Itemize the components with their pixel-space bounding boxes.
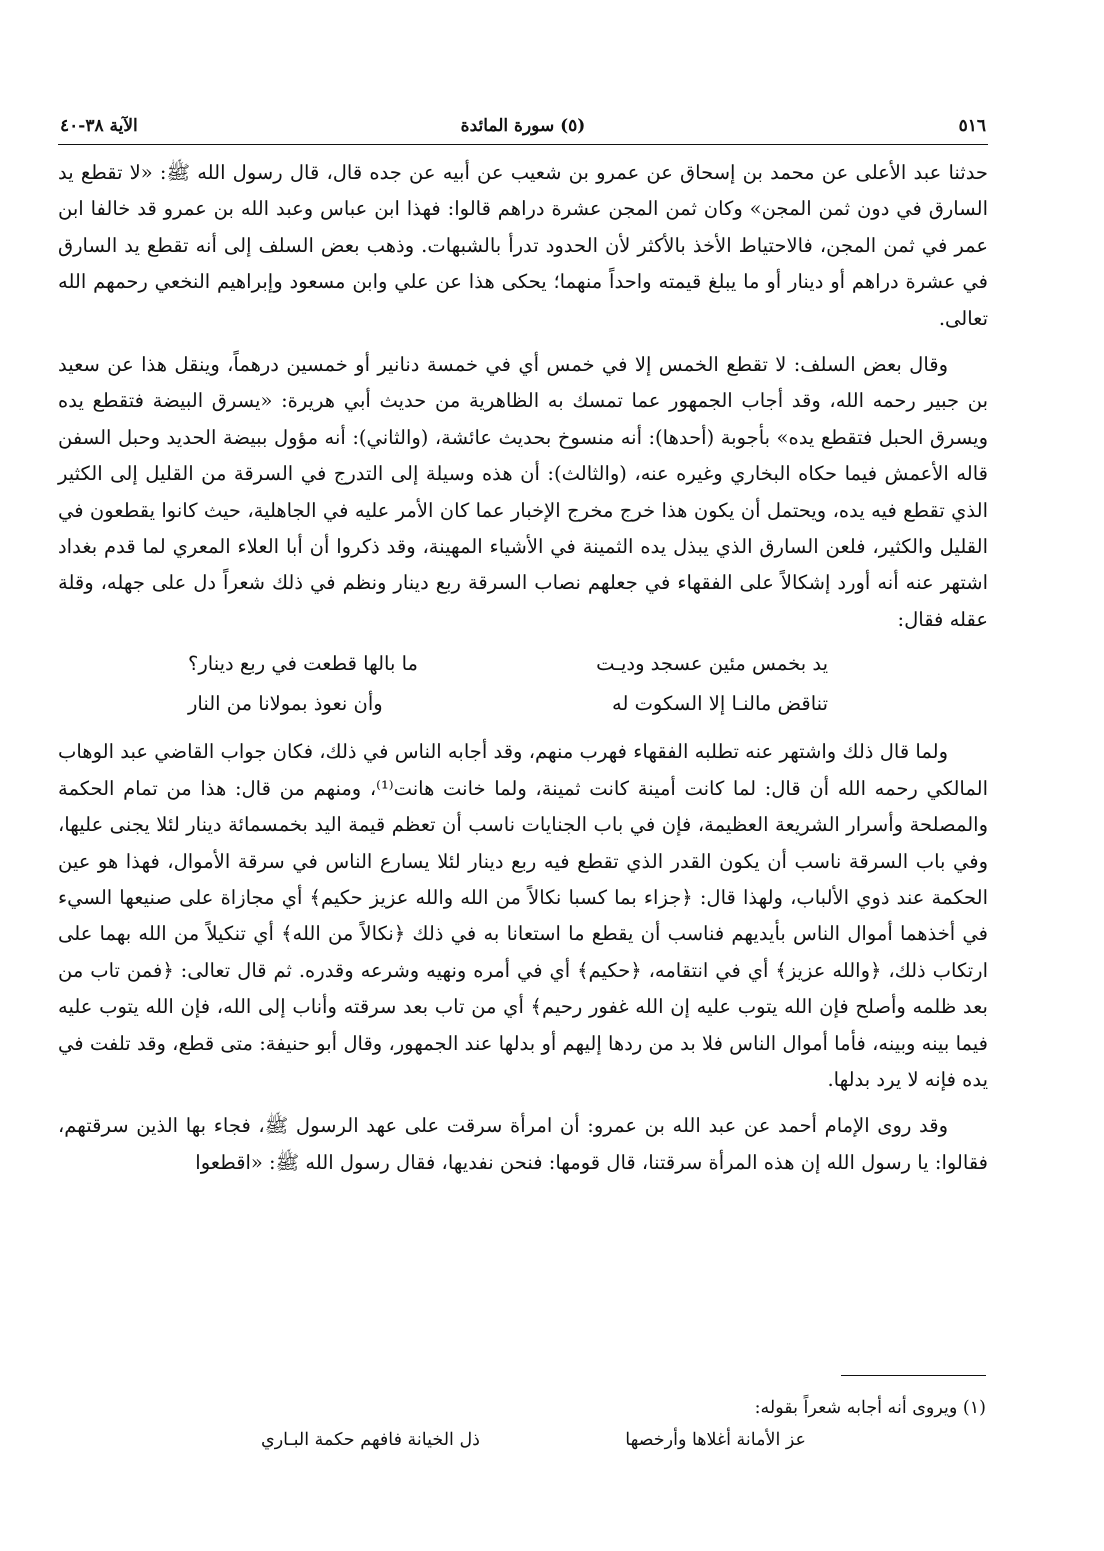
- verse-range: الآية ٣٨-٤٠: [60, 116, 138, 136]
- poem-first-hemistich: تناقض مالنـا إلا السكوت له: [611, 692, 828, 716]
- poem-line: [58, 684, 988, 724]
- footnote-first-hemistich: عز الأمانة أغلاها وأرخصها: [625, 1430, 806, 1450]
- paragraph: وقال بعض السلف: لا تقطع الخمس إلا في خمس أي في خمسة دنانير أو خمسين درهماً، وينقل هذا عن سعيد بن جبير رحمه الله، وقد أجاب الجمهور عما تمسك به الظاهرية من حديث أبي هريرة: «يسرق البيضة فتقطع يده ويسرق الحبل فتقطع يده» بأجوبة (أحدها): أنه منسوخ بحديث عائشة، (والثاني): أنه مؤول ببيضة الحديد وحبل السفن قاله الأعمش فيما حكاه البخاري وغيره عنه، (والثالث): أن هذه وسيلة إلى التدرج في السرقة من القليل إلى الكثير الذي تقطع فيه يده، ويحتمل أن يكون هذا خرج مخرج الإخبار عما كان الأمر عليه في الجاهلية، حيث كانوا يقطعون في القليل والكثير، فلعن السارق الذي يبذل يده الثمينة في الأشياء المهينة، وقد ذكروا أن أبا العلاء المعري لما قدم بغداد اشتهر عنه أنه أورد إشكالاً على الفقهاء في جعلهم نصاب السرقة ربع دينار ونظم في ذلك شعراً دل على جهله، وقلة عقله فقال:: [58, 353, 989, 631]
- footnote-divider: [841, 1375, 986, 1376]
- footnote-intro: (١) ويروى أنه أجابه شعراً بقوله:: [754, 1398, 986, 1418]
- footnote: [56, 1392, 986, 1458]
- poem: [58, 644, 988, 724]
- poem-line: [58, 644, 988, 684]
- poem-first-hemistich: يد بخمس مئين عسجد وديـت: [596, 652, 828, 676]
- paragraph: حدثنا عبد الأعلى عن محمد بن إسحاق عن عمرو بن شعيب عن أبيه عن جده قال، قال رسول الله ﷺ: «لا تقطع يد السارق في دون ثمن المجن» وكان ثمن المجن عشرة دراهم قالوا: فهذا ابن عباس وعبد الله بن عمرو قد خالفا ابن عمر في ثمن المجن، فالاحتياط الأخذ بالأكثر لأن الحدود تدرأ بالشبهات. وذهب بعض السلف إلى أنه تقطع يد السارق في عشرة دراهم أو دينار أو ما يبلغ قيمته واحداً منهما؛ يحكى هذا عن علي وابن مسعود وإبراهيم النخعي رحمهم الله تعالى.: [58, 161, 988, 330]
- page-number: ٥١٦: [958, 116, 986, 136]
- poem-second-hemistich: ما بالها قطعت في ربع دينار؟: [188, 652, 418, 676]
- surah-title: (٥) سورة المائدة: [460, 116, 586, 136]
- book-page: [58, 110, 988, 1530]
- paragraph: وقد روى الإمام أحمد عن عبد الله بن عمرو: أن امرأة سرقت على عهد الرسول ﷺ، فجاء بها الذين سرقتهم، فقالوا: يا رسول الله إن هذه المرأة سرقتنا، قال قومها: فنحن نفديها، فقال رسول الله ﷺ: «اقطعوا: [58, 1114, 988, 1174]
- footnote-poem-line: [56, 1424, 986, 1458]
- poem-second-hemistich: وأن نعوذ بمولانا من النار: [188, 692, 383, 716]
- paragraph: ولما قال ذلك واشتهر عنه تطلبه الفقهاء فهرب منهم، وقد أجابه الناس في ذلك، فكان جواب القاضي عبد الوهاب المالكي رحمه الله أن قال: لما كانت أمينة كانت ثمينة، ولما خانت هانت⁽¹⁾، ومنهم من قال: هذا من تمام الحكمة والمصلحة وأسرار الشريعة العظيمة، فإن في باب الجنايات ناسب أن تعظم قيمة اليد بخمسمائة دينار لئلا يجنى عليها، وفي باب السرقة ناسب أن يكون القدر الذي تقطع فيه ربع دينار لئلا يسارع الناس في سرقة الأموال، فهذا هو عين الحكمة عند ذوي الألباب، ولهذا قال: ﴿جزاء بما كسبا نكالاً من الله والله عزيز حكيم﴾ أي مجازاة على صنيعها السيء في أخذهما أموال الناس بأيديهم فناسب أن يقطع ما استعانا به في ذلك ﴿نكالاً من الله﴾ أي تنكيلاً من الله بهما على ارتكاب ذلك، ﴿والله عزيز﴾ أي في انتقامه، ﴿حكيم﴾ أي في أمره ونهيه وشرعه وقدره. ثم قال تعالى: ﴿فمن تاب من بعد ظلمه وأصلح فإن الله يتوب عليه إن الله غفور رحيم﴾ أي من تاب بعد سرقته وأناب إلى الله، فإن الله يتوب عليه فيما بينه وبينه، فأما أموال الناس فلا بد من ردها إليهم أو بدلها عند الجمهور، وقال أبو حنيفة: متى قطع، وقد تلفت في يده فإنه لا يرد بدلها.: [58, 740, 988, 1091]
- footnote-second-hemistich: ذل الخيانة فافهم حكمة البـاري: [261, 1430, 480, 1450]
- running-header: [58, 110, 988, 145]
- main-text: [58, 155, 988, 1181]
